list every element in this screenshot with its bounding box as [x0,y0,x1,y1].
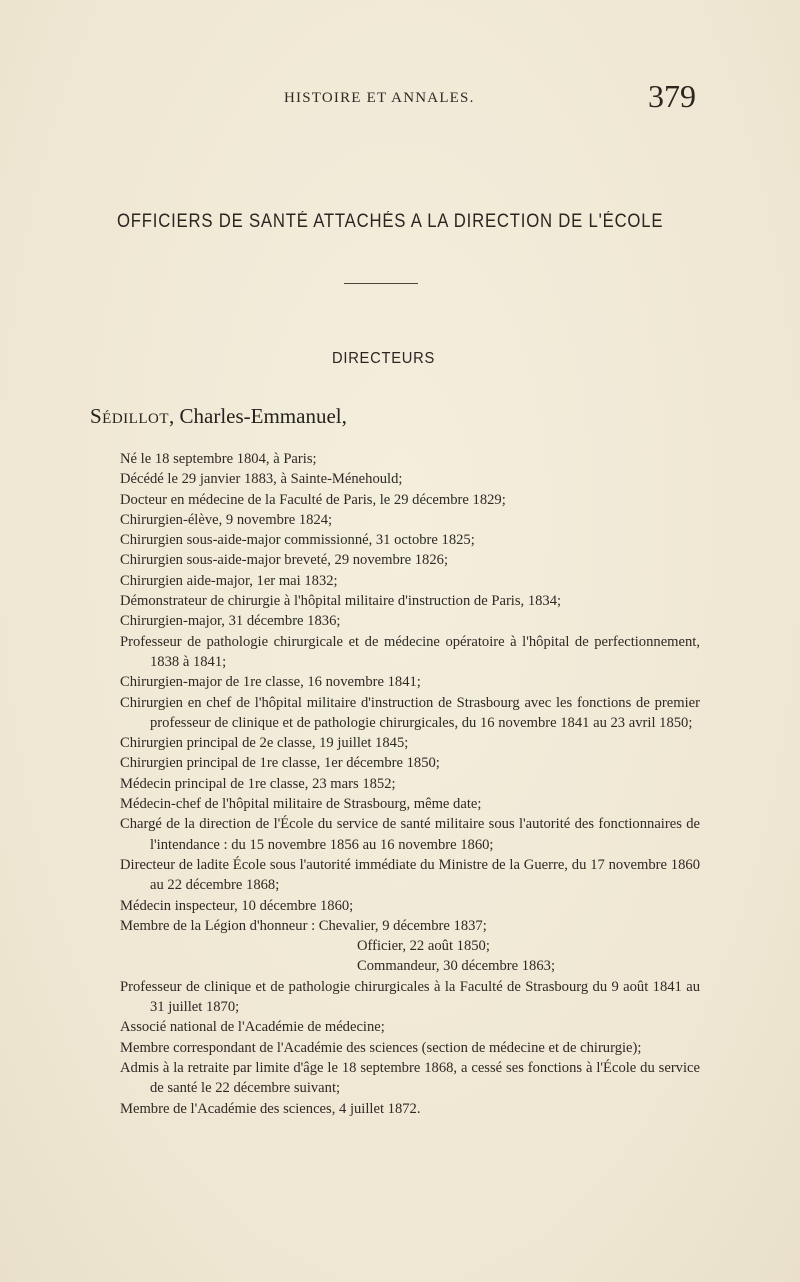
list-item: Chirurgien-major de 1re classe, 16 novembre 1841; [120,674,421,691]
list-item: Médecin-chef de l'hôpital militaire de Strasbourg, même date; [120,796,482,813]
list-item: Chirurgien-élève, 9 novembre 1824; [120,511,333,528]
list-item: Chirurgien principal de 2e classe, 19 juillet 1845; [120,735,409,752]
entry-legion-commandeur: Commandeur, 30 décembre 1863; [357,958,555,975]
list-item: Chirurgien sous-aide-major commissionné, 31 octobre 1825; [120,532,475,549]
list-item: Membre de l'Académie des sciences, 4 juillet 1872. [120,1100,421,1117]
list-item: Démonstrateur de chirurgie à l'hôpital militaire d'instruction de Paris, 1834; [120,593,562,610]
running-head: HISTOIRE ET ANNALES. [284,90,475,106]
entry-birth: Né le 18 septembre 1804, à Paris; [120,451,317,467]
list-item: Professeur de clinique et de pathologie chirurgicales à la Faculté de Strasbourg du 9 août 1841 au 31 juillet 1870; [120,978,700,1016]
entry-legion-honneur: Membre de la Légion d'honneur : Chevalier, 9 décembre 1837; [120,917,487,934]
list-item: Chirurgien-major, 31 décembre 1836; [120,613,341,630]
list-item: Médecin inspecteur, 10 décembre 1860; [120,897,354,914]
list-item: Chirurgien en chef de l'hôpital militaire d'instruction de Strasbourg avec les fonctions de premier professeur de clinique et de pathologie chirurgicales, du 16 novembre 1841 au 23 avril 1850; [120,694,700,731]
person-name [90,404,347,429]
entry-doctorate: Docteur en médecine de la Faculté de Paris, le 29 décembre 1829; [120,491,506,508]
person-given-names: , Charles-Emmanuel, [169,404,347,428]
page-number: 379 [648,78,696,114]
list-item: Directeur de ladite École sous l'autorité immédiate du Ministre de la Guerre, du 17 novembre 1860 au 22 décembre 1868; [120,856,700,894]
section-subtitle: DIRECTEURS [332,350,436,367]
list-item: Chargé de la direction de l'École du service de santé militaire sous l'autorité des fonctionnaires de l'intendance : du 15 novembre 1856 au 16 novembre 1860; [120,816,700,853]
list-item: Membre correspondant de l'Académie des sciences (section de médecine et de chirurgie); [120,1039,642,1056]
list-item: Admis à la retraite par limite d'âge le 18 septembre 1868, a cessé ses fonctions à l'École du service de santé le 22 décembre suivant; [120,1059,700,1097]
list-item: Chirurgien sous-aide-major breveté, 29 novembre 1826; [120,552,449,569]
divider-rule [344,283,418,284]
list-item: Professeur de pathologie chirurgicale et de médecine opératoire à l'hôpital de perfectionnement, 1838 à 1841; [120,633,700,670]
career-entries [120,449,700,1119]
list-item: Médecin principal de 1re classe, 23 mars 1852; [120,775,396,792]
entry-legion-officier: Officier, 22 août 1850; [357,938,490,955]
list-item: Chirurgien aide-major, 1er mai 1832; [120,572,338,589]
list-item: Chirurgien principal de 1re classe, 1er décembre 1850; [120,755,440,772]
entry-death: Décédé le 29 janvier 1883, à Sainte-Ménehould; [120,471,403,488]
list-item: Associé national de l'Académie de médecine; [120,1019,385,1036]
person-surname: Sédillot [90,404,169,428]
section-title: OFFICIERS DE SANTÉ ATTACHÉS A LA DIRECTION DE L'ÉCOLE [117,211,664,232]
